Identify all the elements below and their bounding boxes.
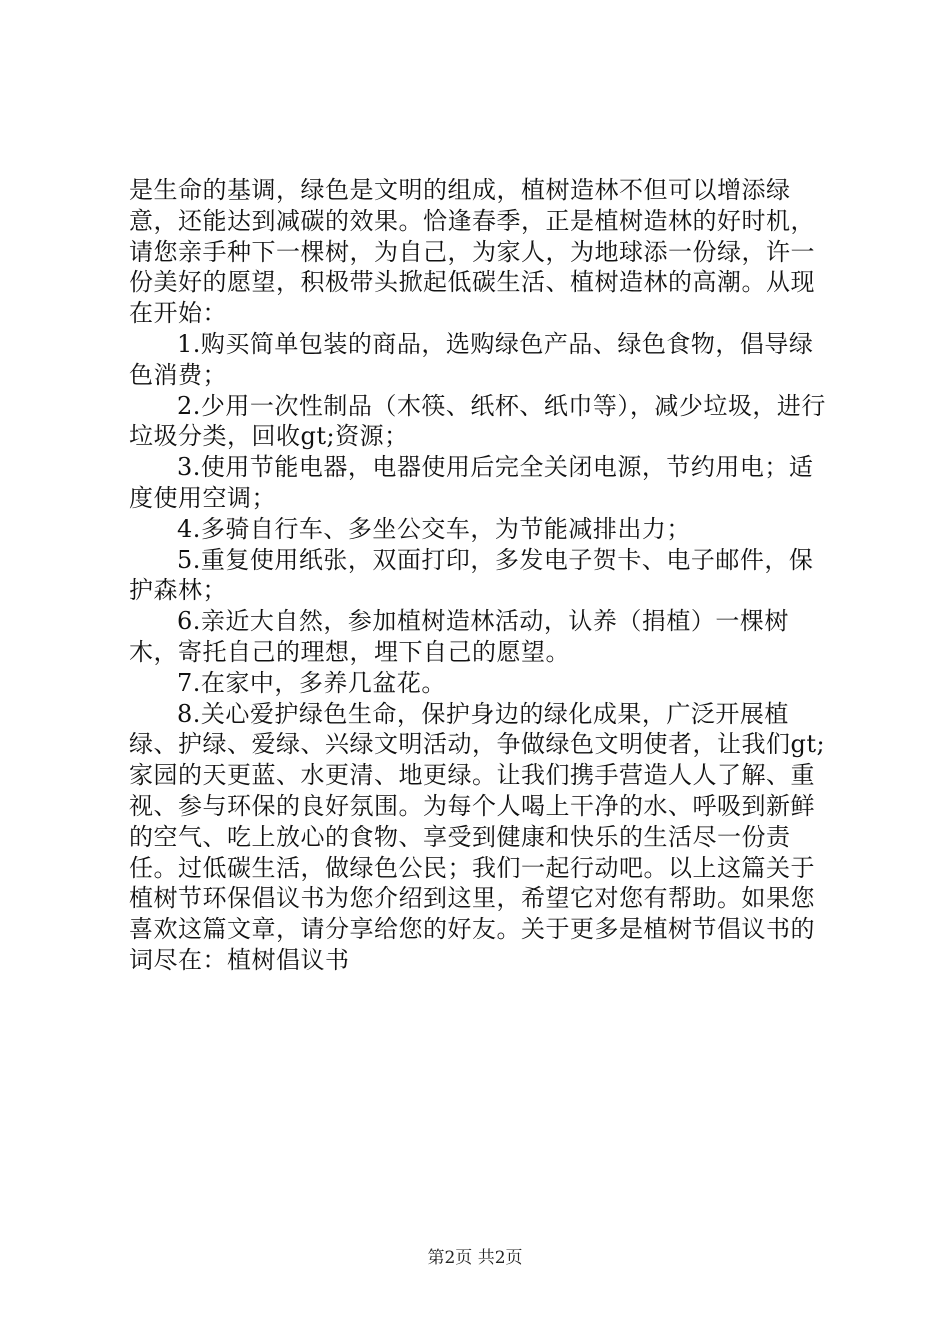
list-item: 3.使用节能电器，电器使用后完全关闭电源，节约用电；适度使用空调； (129, 453, 814, 512)
document-body (129, 175, 829, 976)
page-number-footer: 第2页 共2页 (427, 1248, 523, 1268)
list-item: 4.多骑自行车、多坐公交车，为节能减排出力； (177, 514, 691, 543)
list-item: 6.亲近大自然，参加植树造林活动，认养（捐植）一棵树木，寄托自己的理想，埋下自己的愿望。 (129, 607, 789, 666)
list-item: 1.购买简单包装的商品，选购绿色产品、绿色食物，倡导绿色消费； (129, 329, 814, 389)
list-item: 8.关心爱护绿色生命，保护身边的绿化成果，广泛开展植绿、护绿、爱绿、兴绿文明活动，争做绿色文明使者，让我们gt;家园的天更蓝、水更清、地更绿。让我们携手营造人人了解、重视、参与环保的良好氛围。为每个人喝上干净的水、呼吸到新鲜的空气、吃上放心的食物、享受到健康和快乐的生活尽一份责任。过低碳生活，做绿色公民；我们一起行动吧。以上这篇关于植树节环保倡议书为您介绍到这里，希望它对您有帮助。如果您喜欢这篇文章，请分享给您的好友。关于更多是植树节倡议书的词尽在：植树倡议书 (129, 699, 826, 974)
list-item: 5.重复使用纸张，双面打印，多发电子贺卡、电子邮件，保护森林； (129, 545, 814, 605)
list-item: 2.少用一次性制品（木筷、纸杯、纸巾等），减少垃圾，进行垃圾分类，回收gt;资源； (129, 391, 826, 451)
list-item: 7.在家中，多养几盆花。 (177, 668, 446, 697)
intro-paragraph: 是生命的基调，绿色是文明的组成，植树造林不但可以增添绿意，还能达到减碳的效果。恰逢春季，正是植树造林的好时机，请您亲手种下一棵树，为自己，为家人，为地球添一份绿，许一份美好的愿望，积极带头掀起低碳生活、植树造林的高潮。从现在开始： (129, 176, 815, 328)
